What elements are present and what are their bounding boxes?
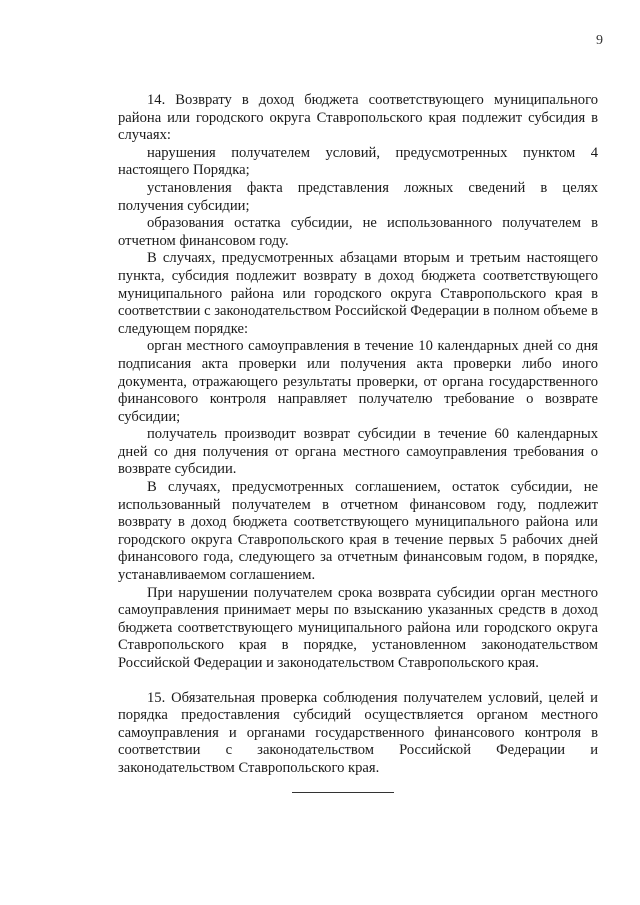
paragraph-14-step-2: получатель производит возврат субсидии в течение 60 календарных дней со дня получения от органа местного самоуправления требования о возврате субсидии.: [118, 426, 598, 478]
paragraph-14-step-1: орган местного самоуправления в течение 10 календарных дней со дня подписания акта проверки или получения акта проверки либо иного документа, отражающего результаты проверки, от органа государственного финансового контроля направляет получателю требование о возврате субсидии;: [118, 338, 598, 425]
paragraph-14-case-1: нарушения получателем условий, предусмотренных пунктом 4 настоящего Порядка;: [118, 144, 598, 179]
paragraph-14-case-3: образования остатка субсидии, не использованного получателем в отчетном финансовом году.: [118, 215, 598, 249]
paragraph-14-procedure: В случаях, предусмотренных абзацами вторым и третьим настоящего пункта, субсидия подлежит возврату в доход бюджета соответствующего муниципального района или городского округа Ставропольского края в соответствии с законодательством Российской Федерации в полном объеме в следующем порядке:: [118, 250, 598, 337]
footer-divider: [292, 792, 394, 793]
page-number: 9: [596, 33, 603, 48]
paragraph-15: 15. Обязательная проверка соблюдения получателем условий, целей и порядка предоставления субсидий осуществляется органом местного самоуправления и органами государственного финансового контроля в соответствии с законодательством Российской Федерации и законодательством Ставропольского края.: [118, 689, 598, 776]
paragraph-14-remainder: В случаях, предусмотренных соглашением, остаток субсидии, не использованный получателем в отчетном финансовом году, подлежит возврату в доход бюджета соответствующего муниципального района или городского округа Ставропольского края в течение первых 5 рабочих дней финансового года, следующего за отчетным финансовым годом, в порядке, устанавливаемом соглашением.: [118, 479, 598, 584]
paragraph-14-intro: 14. Возврату в доход бюджета соответствующего муниципального района или городского округа Ставропольского края подлежит субсидия в случаях:: [118, 92, 598, 144]
paragraph-14-case-2: установления факта представления ложных сведений в целях получения субсидии;: [118, 179, 598, 214]
paragraph-14-enforcement: При нарушении получателем срока возврата субсидии орган местного самоуправления принимает меры по взысканию указанных средств в доход бюджета соответствующего муниципального района или городского округа Ставропольского края в порядке, установленном законодательством Российской Федерации и законодательством Ставропольского края.: [118, 584, 598, 671]
document-body: [118, 92, 598, 778]
